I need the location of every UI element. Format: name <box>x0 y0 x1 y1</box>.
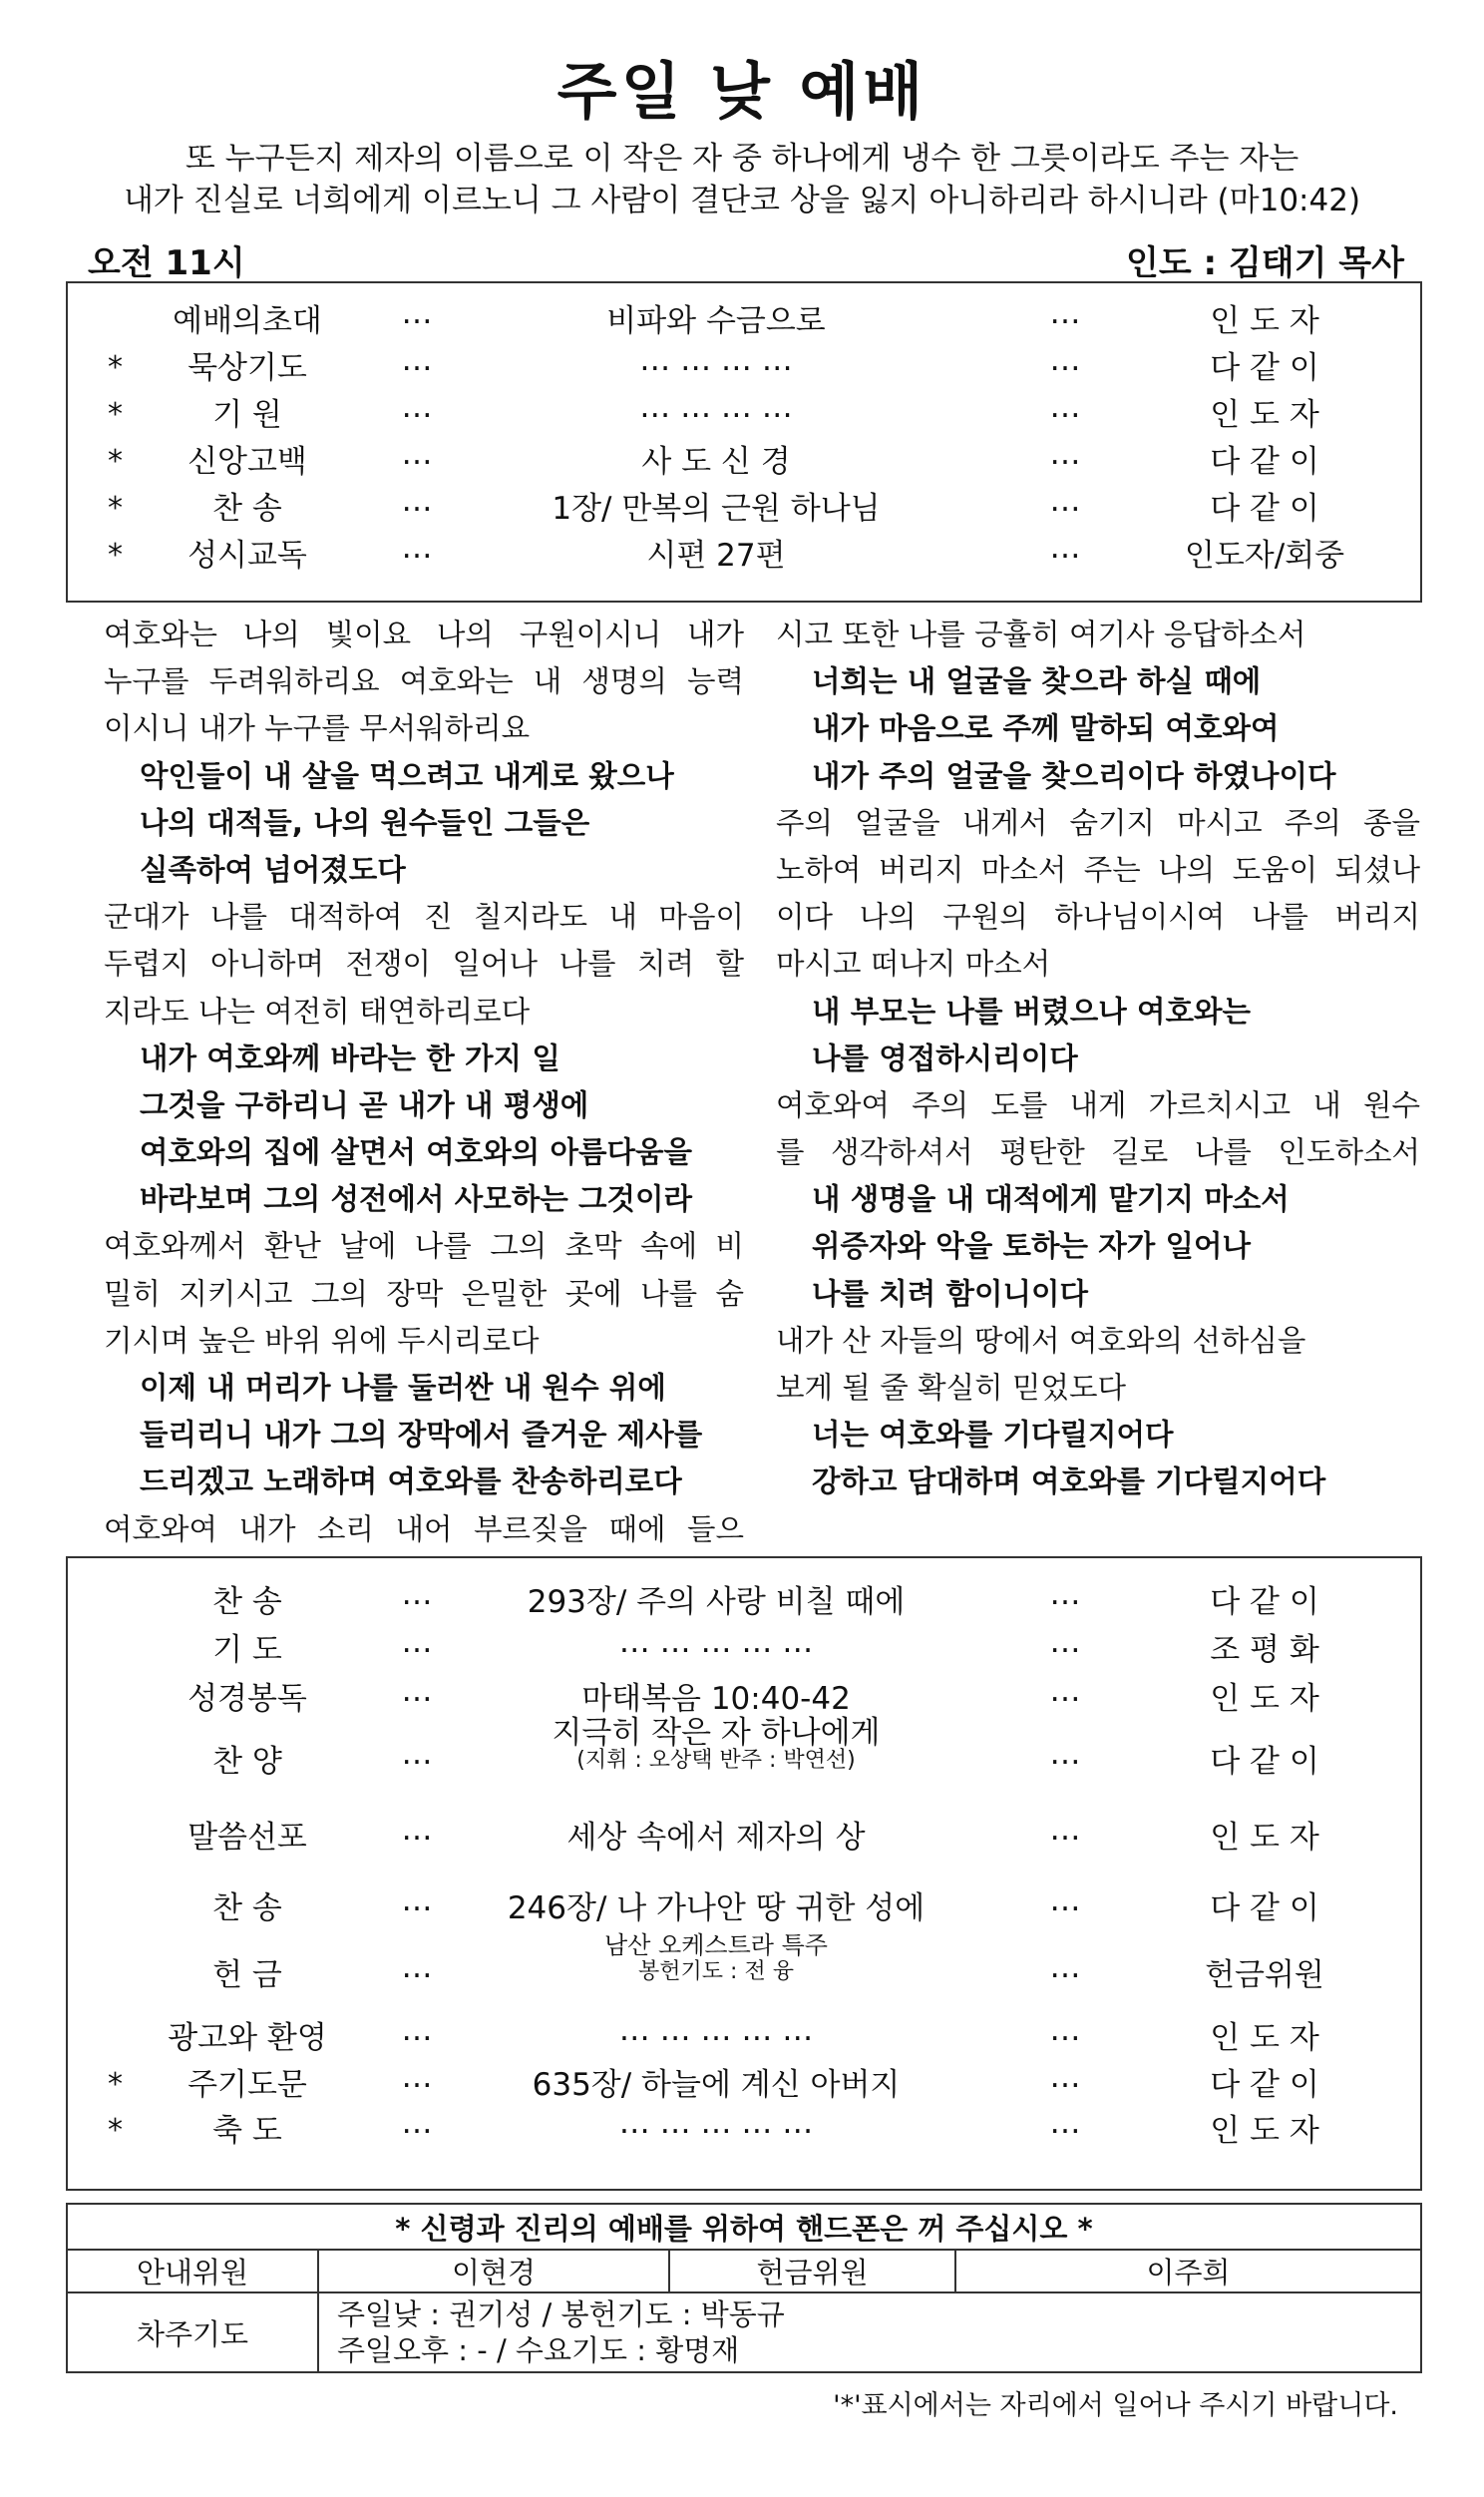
service-leader: 인도 : 김태기 목사 <box>1125 243 1404 283</box>
ellipsis: … <box>1049 483 1081 519</box>
order-item-name: 주기도문 <box>187 2067 307 2103</box>
usher-label: 안내위원 <box>67 2250 318 2292</box>
ellipsis: … <box>401 1882 433 1918</box>
psalm-line: 내가 산 자들의 땅에서 여호와의 선하심을 <box>776 1323 1306 1358</box>
ellipsis: … <box>401 1812 433 1848</box>
psalm-line: 강하고 담대하며 여호와를 기다릴지어다 <box>812 1464 1326 1499</box>
psalm-line: 마시고 떠나지 마소서 <box>776 947 1051 982</box>
standing-mark: * <box>108 2067 123 2102</box>
order-item-subtext: (지휘 : 오상택 반주 : 박연선) <box>576 1748 856 1773</box>
psalm-line: 이제 내 머리가 나를 둘러싼 내 원수 위에 <box>140 1371 666 1405</box>
page-title: 주일 낮 예배 <box>556 55 928 128</box>
ellipsis: … <box>401 1736 433 1772</box>
ellipsis: … <box>401 1624 433 1660</box>
psalm-line: 내가 여호와께 바라는 한 가지 일 <box>140 1040 560 1075</box>
order-item-content: 246장/ 나 가나안 땅 귀한 성에 <box>507 1890 926 1926</box>
standing-mark: * <box>108 444 123 479</box>
order-item-leader: 인 도 자 <box>1210 397 1319 433</box>
offering-label: 헌금위원 <box>669 2250 955 2292</box>
order-item-leader: 다 같 이 <box>1210 350 1319 386</box>
ellipsis: … <box>1049 389 1081 425</box>
ellipsis: … <box>1049 1812 1081 1848</box>
ellipsis: … <box>1049 1624 1081 1660</box>
order-item-content: 293장/ 주의 사랑 비칠 때에 <box>527 1584 906 1620</box>
order-item-name: 말씀선포 <box>187 1820 307 1856</box>
psalm-line: 이시니 내가 누구를 무서워하리요 <box>104 711 531 746</box>
order-item-content: … … … … … <box>618 2012 814 2048</box>
order-item-name: 예배의초대 <box>173 303 322 339</box>
ellipsis: … <box>401 342 433 378</box>
ellipsis: … <box>1049 1736 1081 1772</box>
service-time: 오전 11시 <box>88 243 245 283</box>
order-item-content: 1장/ 만복의 근원 하나님 <box>552 491 881 527</box>
order-item-leader: 조 평 화 <box>1210 1632 1319 1668</box>
order-item-name: 축 도 <box>212 2113 282 2149</box>
standing-mark: * <box>108 397 123 432</box>
psalm-line: 군대가 나를 대적하여 진 칠지라도 내 마음이 <box>104 900 744 935</box>
order-item-leader: 인 도 자 <box>1210 2113 1319 2149</box>
order-item-leader: 다 같 이 <box>1210 2067 1319 2103</box>
order-item-name: 헌 금 <box>212 1957 282 1993</box>
ellipsis: … <box>401 483 433 519</box>
order-item-content: 세상 속에서 제자의 상 <box>566 1820 866 1856</box>
ellipsis: … <box>1049 2105 1081 2141</box>
psalm-line: 악인들이 내 살을 먹으려고 내게로 왔으나 <box>140 758 674 793</box>
ellipsis: … <box>401 2105 433 2141</box>
ellipsis: … <box>1049 1949 1081 1985</box>
psalm-line: 를 생각하셔서 평탄한 길로 나를 인도하소서 <box>776 1135 1420 1170</box>
usher-name: 이현경 <box>318 2250 669 2292</box>
order-item-leader: 인 도 자 <box>1210 1820 1319 1856</box>
psalm-line: 나를 치려 함이니이다 <box>812 1276 1089 1311</box>
order-item-content: 사 도 신 경 <box>641 444 791 480</box>
order-item-name: 기 원 <box>212 397 282 433</box>
order-item-main-text: 지극히 작은 자 하나에게 <box>552 1715 881 1751</box>
ellipsis: … <box>401 2012 433 2048</box>
order-item-content: … … … … <box>639 389 793 425</box>
order-item-name: 신앙고백 <box>187 444 307 480</box>
order-of-worship-part2 <box>66 1556 1422 2191</box>
psalm-line: 여호와여 내가 소리 내어 부르짖을 때에 들으 <box>104 1511 744 1546</box>
order-item-leader: 다 같 이 <box>1210 491 1319 527</box>
order-item-content: 시편 27편 <box>646 538 786 574</box>
order-row <box>68 295 1420 339</box>
order-item-name: 찬 송 <box>212 1584 282 1620</box>
phone-notice: * 신령과 진리의 예배를 위하여 핸드폰은 꺼 주십시오 * <box>67 2204 1421 2250</box>
ellipsis: … <box>401 295 433 331</box>
psalm-line: 밀히 지키시고 그의 장막 은밀한 곳에 나를 숨 <box>104 1276 744 1311</box>
psalm-line: 너희는 내 얼굴을 찾으라 하실 때에 <box>812 664 1262 699</box>
standing-mark: * <box>108 2113 123 2148</box>
verse-line-2: 내가 진실로 너희에게 이르노니 그 사람이 결단코 상을 잃지 아니하리라 하시니라 (마10:42) <box>123 183 1361 218</box>
order-row <box>68 389 1420 433</box>
ellipsis: … <box>401 1576 433 1612</box>
ellipsis: … <box>401 389 433 425</box>
ellipsis: … <box>1049 1882 1081 1918</box>
order-item-name: 묵상기도 <box>187 350 307 386</box>
order-item-leader: 인 도 자 <box>1210 1681 1319 1717</box>
next-prayer-label: 차주기도 <box>67 2292 318 2372</box>
verse-line-1: 또 누구든지 제자의 이름으로 이 작은 자 중 하나에게 냉수 한 그릇이라도 주는 자는 <box>185 141 1299 177</box>
ellipsis: … <box>401 436 433 472</box>
standing-footnote: '*'표시에서는 자리에서 일어나 주시기 바랍니다. <box>833 2390 1398 2421</box>
psalm-line: 내가 마음으로 주께 말하되 여호와여 <box>812 711 1280 746</box>
order-row <box>68 342 1420 386</box>
ellipsis: … <box>401 2059 433 2095</box>
psalm-line: 주의 얼굴을 내게서 숨기지 마시고 주의 종을 <box>776 805 1420 840</box>
order-item-content: … … … … … <box>618 2105 814 2141</box>
ellipsis: … <box>401 1673 433 1709</box>
order-item-content <box>487 1931 945 1985</box>
psalm-line: 내가 주의 얼굴을 찾으리이다 하였나이다 <box>812 758 1336 793</box>
order-item-leader: 다 같 이 <box>1210 1584 1319 1620</box>
psalm-line: 여호와께서 환난 날에 나를 그의 초막 속에 비 <box>104 1229 744 1264</box>
order-item-content: 635장/ 하늘에 계신 아버지 <box>532 2067 901 2103</box>
order-item-leader: 인도자/회중 <box>1184 538 1345 574</box>
next-prayer-line-1: 주일낮 : 권기성 / 봉헌기도 : 박동규 <box>337 2297 785 2331</box>
psalm-line: 내 생명을 내 대적에게 맡기지 마소서 <box>812 1182 1290 1217</box>
ellipsis: … <box>1049 342 1081 378</box>
psalm-line: 위증자와 악을 토하는 자가 일어나 <box>812 1229 1252 1264</box>
ellipsis: … <box>1049 295 1081 331</box>
psalm-line: 바라보며 그의 성전에서 사모하는 그것이라 <box>140 1182 693 1217</box>
order-item-content: 마태복음 10:40-42 <box>581 1681 851 1717</box>
order-item-leader: 다 같 이 <box>1210 1744 1319 1780</box>
order-item-name: 찬 양 <box>212 1744 282 1780</box>
psalm-column-left <box>104 612 744 1553</box>
order-item-subtext: 봉헌기도 : 전 융 <box>638 1959 794 1984</box>
psalm-line: 너는 여호와를 기다릴지어다 <box>812 1418 1174 1453</box>
standing-mark: * <box>108 491 123 526</box>
order-item-leader: 인 도 자 <box>1210 2020 1319 2056</box>
psalm-line: 보게 될 줄 확실히 믿었도다 <box>776 1371 1126 1405</box>
standing-mark: * <box>108 350 123 385</box>
order-row <box>68 436 1420 480</box>
psalm-line: 실족하여 넘어졌도다 <box>140 852 406 887</box>
order-item-name: 찬 송 <box>212 491 282 527</box>
psalm-line: 여호와는 나의 빛이요 나의 구원이시니 내가 <box>104 618 744 651</box>
order-item-leader: 다 같 이 <box>1210 1890 1319 1926</box>
order-item-leader: 다 같 이 <box>1210 444 1319 480</box>
offering-name: 이주희 <box>955 2250 1421 2292</box>
order-item-main-text: 남산 오케스트라 특주 <box>604 1931 828 1959</box>
psalm-line: 들리리니 내가 그의 장막에서 즐거운 제사를 <box>140 1418 703 1453</box>
psalm-line: 내 부모는 나를 버렸으나 여호와는 <box>812 994 1252 1029</box>
ellipsis: … <box>1049 2059 1081 2095</box>
psalm-line: 여호와의 집에 살면서 여호와의 아름다움을 <box>140 1135 693 1170</box>
order-item-name: 성시교독 <box>187 538 307 574</box>
ellipsis: … <box>1049 436 1081 472</box>
ellipsis: … <box>1049 2012 1081 2048</box>
psalm-line: 누구를 두려워하리요 여호와는 내 생명의 능력 <box>104 664 744 699</box>
order-row <box>68 483 1420 527</box>
psalm-line: 나를 영접하시리이다 <box>812 1040 1078 1075</box>
psalm-line: 나의 대적들, 나의 원수들인 그들은 <box>140 805 590 840</box>
psalm-line: 그것을 구하리니 곧 내가 내 평생에 <box>140 1087 589 1122</box>
ellipsis: … <box>401 530 433 566</box>
psalm-line: 기시며 높은 바위 위에 두시리로다 <box>104 1323 540 1358</box>
order-item-name: 찬 송 <box>212 1890 282 1926</box>
order-item-leader: 인 도 자 <box>1210 303 1319 339</box>
psalm-line: 지라도 나는 여전히 태연하리로다 <box>104 994 531 1029</box>
order-item-name: 성경봉독 <box>187 1681 307 1717</box>
order-row <box>68 530 1420 574</box>
info-table <box>66 2203 1422 2373</box>
ellipsis: … <box>401 1949 433 1985</box>
psalm-line: 노하여 버리지 마소서 주는 나의 도움이 되셨나 <box>776 852 1420 887</box>
next-prayer-details <box>318 2292 1421 2372</box>
ellipsis: … <box>1049 1576 1081 1612</box>
order-item-content: … … … … <box>639 342 793 378</box>
psalm-line: 드리겠고 노래하며 여호와를 찬송하리로다 <box>140 1464 682 1499</box>
order-item-name: 광고와 환영 <box>168 2020 327 2056</box>
standing-mark: * <box>108 538 123 573</box>
order-item-content <box>487 1715 945 1774</box>
psalm-line: 두렵지 아니하며 전쟁이 일어나 나를 치려 할 <box>104 947 744 982</box>
ellipsis: … <box>1049 1673 1081 1709</box>
order-item-name: 기 도 <box>212 1632 282 1668</box>
order-of-worship-part1 <box>66 281 1422 603</box>
next-prayer-line-2: 주일오후 : - / 수요기도 : 황명재 <box>337 2333 740 2367</box>
order-item-leader: 헌금위원 <box>1205 1957 1324 1993</box>
order-item-content: … … … … … <box>618 1624 814 1660</box>
psalm-line: 시고 또한 나를 긍휼히 여기사 응답하소서 <box>776 618 1306 651</box>
psalm-line: 여호와여 주의 도를 내게 가르치시고 내 원수 <box>776 1087 1420 1122</box>
psalm-line: 이다 나의 구원의 하나님이시여 나를 버리지 <box>776 900 1420 935</box>
psalm-column-right <box>776 612 1420 1506</box>
order-item-content: 비파와 수금으로 <box>606 303 826 339</box>
ellipsis: … <box>1049 530 1081 566</box>
